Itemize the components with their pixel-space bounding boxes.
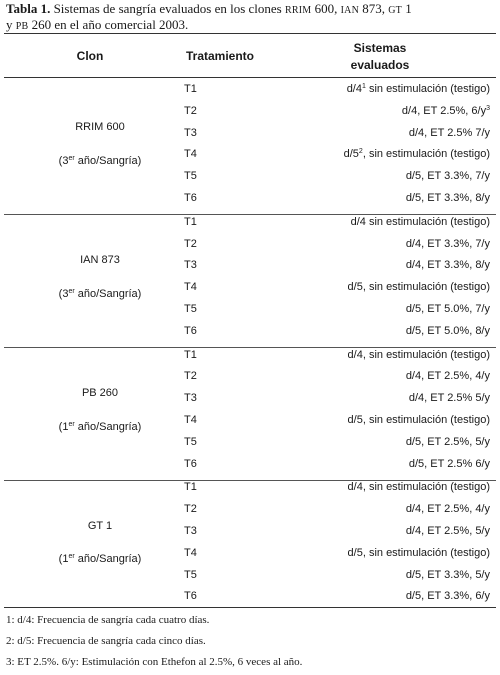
table-bottom-rule (4, 607, 496, 608)
clone-name: PB 260 (81, 386, 119, 399)
system-text: d/4 sin estimulación (testigo) (350, 215, 490, 228)
tapping-system (406, 192, 490, 205)
note-text: (3 (58, 154, 69, 167)
tapping-system (406, 436, 490, 449)
clone-name: IAN 873 (80, 253, 120, 266)
treatment-label: T3 (184, 126, 197, 139)
system-text: d/4, ET 2.5%, 6/y (401, 104, 487, 117)
tapping-system (348, 281, 490, 294)
tapping-system (348, 414, 490, 427)
system-text: d/5, ET 2.5% 6/y (408, 457, 490, 470)
tapping-system (406, 525, 490, 538)
footnote-marker: 3 (486, 104, 490, 112)
treatment-label: T2 (184, 503, 197, 516)
note-text: año/Sangría) (74, 287, 142, 300)
footnote-marker: 1 (361, 83, 366, 90)
clone-tapping-year (40, 421, 160, 434)
system-text: d/4, ET 2.5% 7/y (408, 126, 490, 139)
note-superscript: er (68, 553, 75, 561)
note-text: año/Sangría) (74, 553, 142, 566)
treatment-label: T3 (184, 259, 197, 272)
tapping-system (347, 83, 490, 96)
tapping-system (406, 370, 490, 383)
treatment-label: T2 (184, 237, 197, 250)
system-text: d/5, ET 2.5%, 5/y (405, 435, 490, 448)
system-text: d/4, ET 3.3%, 8/y (405, 259, 490, 272)
system-text: d/4, sin estimulación (testigo) (347, 481, 490, 494)
note-superscript: er (68, 287, 75, 295)
treatment-label: T5 (184, 170, 197, 183)
system-text: d/5, ET 5.0%, 7/y (405, 303, 490, 315)
table-caption (6, 2, 494, 34)
system-text: d/4, ET 2.5%, 4/y (405, 370, 490, 383)
caption-clone: GT (388, 5, 402, 16)
system-text: d/5 (343, 148, 359, 161)
caption-text: 600, (311, 1, 341, 16)
treatment-label: T6 (184, 192, 197, 204)
treatment-label: T2 (184, 370, 197, 383)
treatment-label: T3 (184, 525, 197, 537)
note-text: año/Sangría) (74, 154, 142, 167)
treatment-label: T1 (184, 215, 197, 228)
treatment-label: T4 (184, 414, 197, 426)
treatment-label: T4 (184, 148, 197, 161)
clone-tapping-year (40, 288, 160, 301)
clone-name: RRIM 600 (75, 121, 125, 134)
table-top-rule (4, 33, 496, 34)
clone-name: GT 1 (87, 519, 113, 532)
clone-tapping-year (40, 155, 160, 168)
treatment-label: T4 (184, 281, 197, 294)
system-text: d/5, sin estimulación (testigo) (347, 546, 490, 559)
caption-text: 873, (359, 1, 389, 16)
tapping-system (348, 349, 490, 362)
tapping-system (409, 127, 490, 140)
tapping-system (351, 216, 490, 229)
tapping-system (406, 238, 490, 251)
header-sistemas: Sistemas (353, 41, 407, 55)
system-text: d/5, ET 3.3%, 8/y (405, 192, 490, 204)
treatment-label: T5 (184, 435, 197, 448)
system-text: d/4, ET 2.5% 5/y (408, 392, 490, 405)
system-text: d/4, ET 2.5%, 5/y (405, 525, 490, 537)
caption-clone: PB (15, 21, 29, 32)
system-text: d/5, ET 3.3%, 6/y (405, 590, 490, 603)
treatment-label: T6 (184, 457, 197, 470)
system-text: d/4, ET 3.3%, 7/y (405, 237, 490, 250)
system-text: d/5, sin estimulación (testigo) (347, 281, 490, 294)
tapping-system (344, 148, 490, 161)
treatment-label: T1 (184, 481, 197, 494)
treatment-label: T3 (184, 392, 197, 405)
treatment-label: T1 (184, 83, 197, 95)
caption-clone: RRIM (285, 5, 312, 16)
caption-text: y (6, 17, 16, 32)
note-text: (3 (58, 287, 69, 300)
caption-text: 260 en el año comercial 2003. (28, 17, 189, 32)
header-bottom-rule (4, 77, 496, 78)
treatment-label: T4 (184, 546, 197, 559)
tapping-system (348, 547, 490, 560)
system-text: d/5, ET 5.0%, 8/y (405, 324, 490, 337)
tapping-system (406, 303, 490, 316)
footnote-marker: 2 (358, 148, 363, 156)
system-text: sin estimulación (testigo) (365, 83, 490, 95)
header-evaluados: evaluados (350, 58, 410, 72)
treatment-label: T2 (184, 104, 197, 117)
tapping-system (406, 170, 490, 183)
caption-label: Tabla 1. (6, 1, 51, 16)
note-superscript: er (68, 154, 75, 162)
note-text: (1 (58, 420, 69, 433)
tapping-system (409, 458, 490, 471)
system-text: , sin estimulación (testigo) (362, 148, 490, 161)
note-text: (1 (58, 553, 69, 566)
tapping-system (406, 590, 490, 603)
clone-tapping-year (40, 553, 160, 566)
footnote: 1: d/4: Frecuencia de sangría cada cuatro días. (6, 614, 210, 626)
caption-text: Sistemas de sangría evaluados en los clones (50, 1, 285, 16)
header-tratamiento: Tratamiento (185, 49, 254, 63)
footnote: 3: ET 2.5%. 6/y: Estimulación con Ethefon al 2.5%, 6 veces al año. (6, 656, 303, 668)
system-text: d/5, ET 3.3%, 5/y (405, 568, 490, 581)
system-text: d/5, sin estimulación (testigo) (347, 414, 490, 426)
tapping-system (406, 325, 490, 338)
system-text: d/4, ET 2.5%, 4/y (405, 503, 490, 516)
treatment-label: T6 (184, 590, 197, 603)
treatment-label: T6 (184, 324, 197, 337)
header-clon: Clon (76, 49, 104, 63)
treatment-label: T5 (184, 568, 197, 581)
caption-text: 1 (401, 1, 412, 16)
system-text: d/4 (346, 83, 362, 95)
tapping-system (406, 503, 490, 516)
tapping-system (406, 569, 490, 582)
system-text: d/4, sin estimulación (testigo) (347, 348, 490, 361)
caption-clone: IAN (340, 5, 359, 16)
note-text: año/Sangría) (74, 420, 142, 433)
tapping-system (406, 259, 490, 272)
tapping-system (409, 392, 490, 405)
system-text: d/5, ET 3.3%, 7/y (405, 170, 490, 183)
tapping-system (402, 105, 490, 118)
treatment-label: T1 (184, 348, 197, 361)
note-superscript: er (68, 420, 75, 428)
treatment-label: T5 (184, 303, 197, 315)
footnote: 2: d/5: Frecuencia de sangría cada cinco días. (6, 635, 206, 647)
tapping-system (348, 481, 490, 494)
